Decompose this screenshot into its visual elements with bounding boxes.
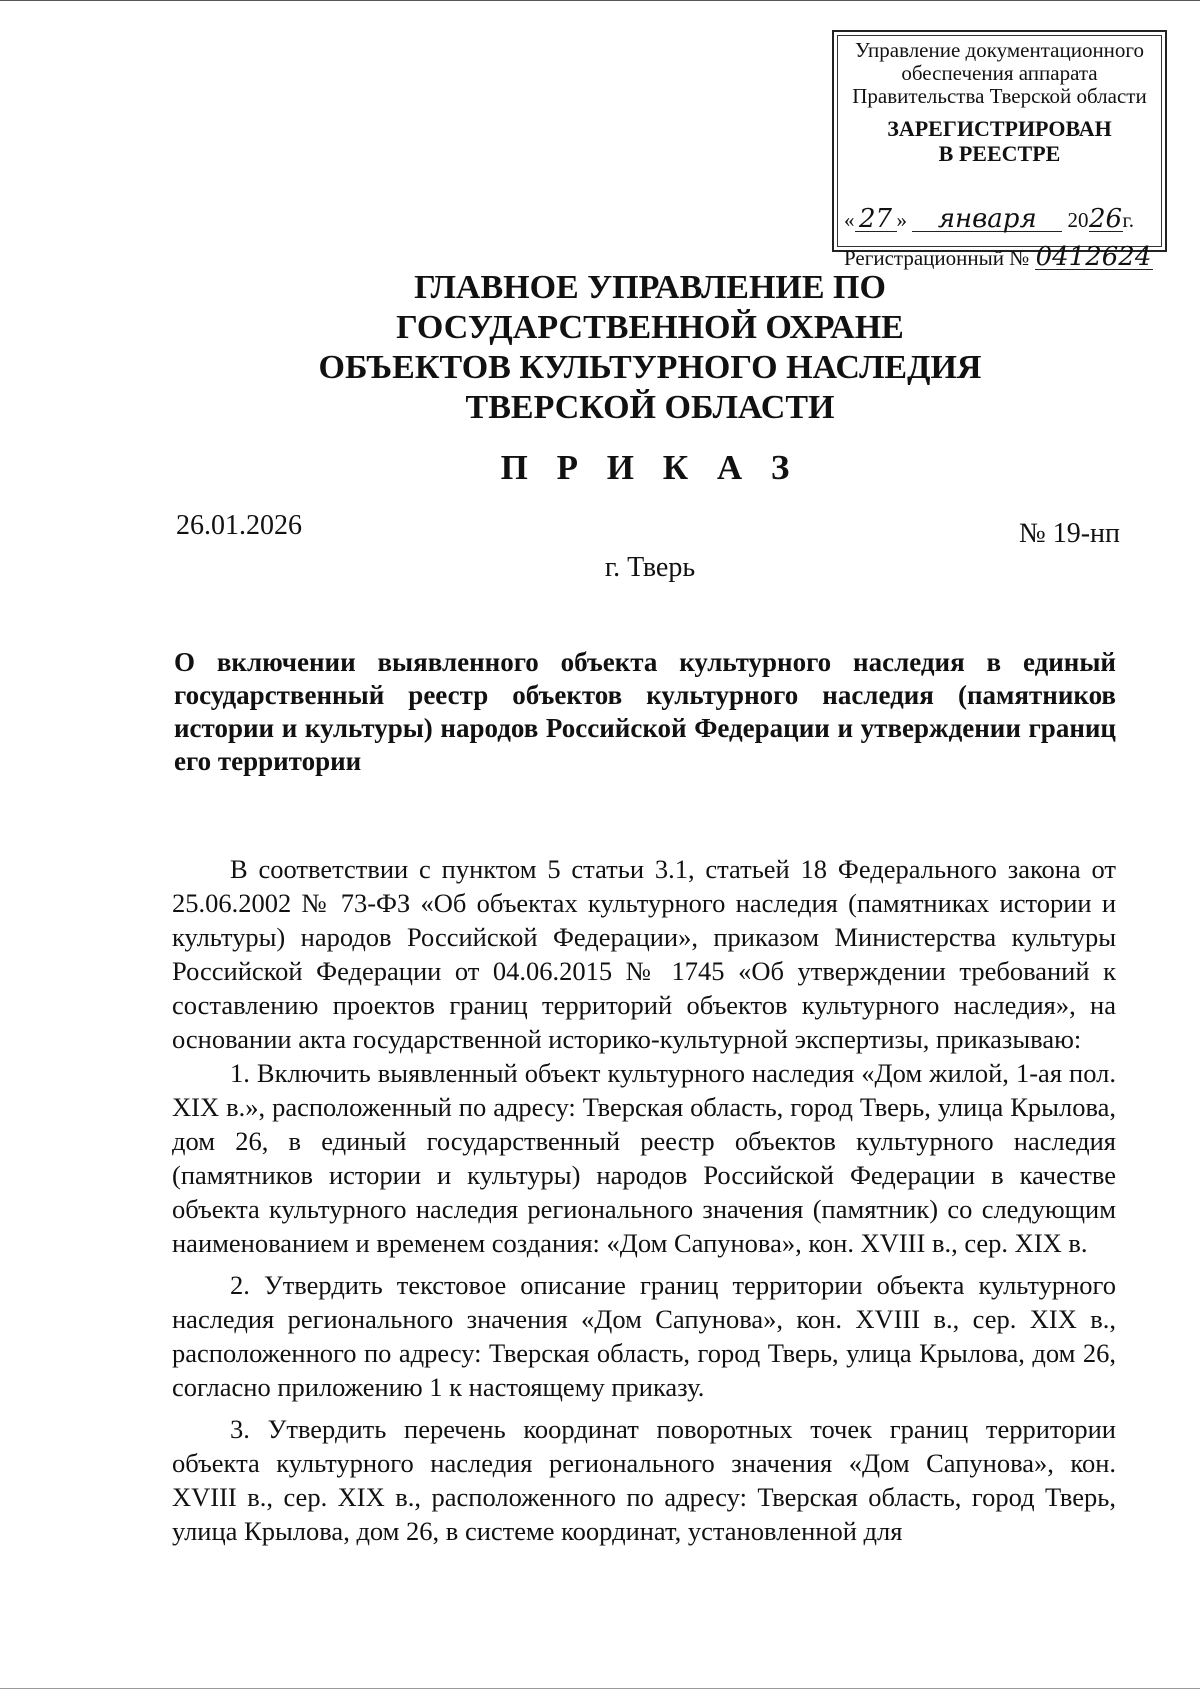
stamp-date-year-prefix: 20: [1067, 208, 1089, 232]
top-scan-edge: [0, 0, 1200, 1]
document-type-title: П Р И К А З: [500, 448, 800, 487]
header-line4: ТВЕРСКОЙ ОБЛАСТИ: [465, 389, 835, 426]
order-body: [172, 852, 1116, 1548]
order-date: 26.01.2026: [176, 510, 302, 541]
order-item-3: 3. Утвердить перечень координат поворотных точек границ территории объекта культурного наследия регионального значения «Дом Сапунова», кон. XVIII в., сер. XIX в., расположенного по адресу: Тверская область, город Тверь, улица Крылова, дом 26, в системе координат, установленной для: [172, 1414, 1116, 1546]
stamp-org-line3: Правительства Тверской области: [852, 84, 1147, 108]
stamp-org-line1: Управление документационного: [854, 38, 1145, 62]
header-line2: ГОСУДАРСТВЕННОЙ ОХРАНЕ: [396, 309, 904, 346]
stamp-status-line2: В РЕЕСТРЕ: [938, 141, 1061, 166]
stamp-date-year: 26: [1088, 204, 1123, 234]
order-number: № 19-нп: [1018, 518, 1120, 549]
registration-stamp: [832, 30, 1167, 272]
header-line3: ОБЪЕКТОВ КУЛЬТУРНОГО НАСЛЕДИЯ: [318, 349, 982, 386]
bottom-scan-edge: [0, 1688, 1200, 1689]
stamp-org-line2: обеспечения аппарата: [901, 61, 1098, 85]
preamble-paragraph: В соответствии с пунктом 5 статьи 3.1, статьей 18 Федерального закона от 25.06.2002 № 73-ФЗ «Об объектах культурного наследия (памятниках истории и культуры) народов Российской Федерации», приказом Министерства культуры Российской Федерации от 04.06.2015 № 1745 «Об утверждении требований к составлению проектов границ территорий объектов культурного наследия», на основании акта государственной историко-культурной экспертизы, приказываю:: [172, 854, 1116, 1054]
stamp-date-close-quote: »: [896, 208, 907, 232]
order-subject: О включении выявленного объекта культурного наследия в единый государственный реестр объектов культурного наследия (памятников истории и культуры) народов Российской Федерации и утверждении границ его территории: [174, 647, 1116, 776]
authority-header: [0, 268, 1200, 428]
stamp-reg-number: 0412624: [1035, 242, 1152, 272]
header-line1: ГЛАВНОЕ УПРАВЛЕНИЕ ПО: [414, 269, 886, 306]
order-city: г. Тверь: [604, 552, 696, 583]
stamp-date-day: 27: [855, 207, 897, 232]
stamp-date-month: января: [912, 207, 1062, 232]
stamp-status-line1: ЗАРЕГИСТРИРОВАН: [887, 116, 1112, 141]
order-item-2: 2. Утвердить текстовое описание границ территории объекта культурного наследия регионального значения «Дом Сапунова», кон. XVIII в., сер. XIX в., расположенного по адресу: Тверская область, город Тверь, улица Крылова, дом 26, согласно приложению 1 к настоящему приказу.: [172, 1270, 1116, 1402]
stamp-date-open-quote: «: [844, 208, 855, 232]
order-item-1: 1. Включить выявленный объект культурного наследия «Дом жилой, 1-ая пол. XIX в.», расположенный по адресу: Тверская область, город Тверь, улица Крылова, дом 26, в единый государственный реестр объектов культурного наследия (памятников истории и культуры) народов Российской Федерации в качестве объекта культурного наследия регионального значения (памятник) со следующим наименованием и временем создания: «Дом Сапунова», кон. XVIII в., сер. XIX в.: [172, 1058, 1116, 1258]
stamp-date-suffix: г.: [1122, 208, 1134, 232]
stamp-date-row: [844, 204, 1134, 234]
stamp-reg-label: Регистрационный №: [844, 246, 1030, 270]
